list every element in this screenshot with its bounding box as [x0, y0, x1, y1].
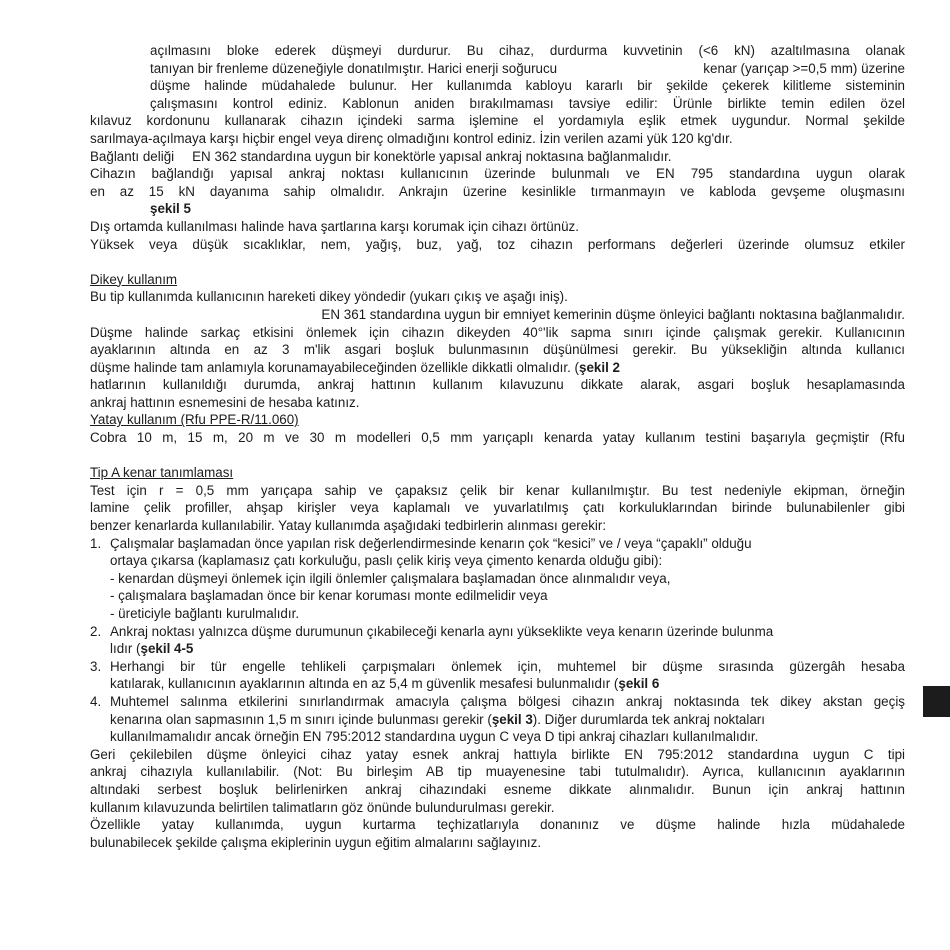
text-line: bulunabilecek şekilde çalışma ekiplerinin uygun eğitim almalarını sağlayınız. [90, 834, 542, 850]
text-line: en az 15 kN dayanıma sahip olmalıdır. Ankrajın üzerine kesinlikle tırmanmayın ve kabloda gevşeme oluşmasını [90, 183, 905, 199]
figure-reference: şekil 6 [618, 676, 660, 692]
text-line: ortaya çıkarsa (kaplamasız çatı korkuluğu, paslı çelik kiriş veya çimento kenarda olduğu gibi): [110, 553, 663, 569]
text-line: kullanılmamalıdır ancak örneğin EN 795:2012 standardına uygun C veya D tipi ankraj cihazları kullanılmalıdır. [110, 729, 759, 745]
text-line: açılmasını bloke ederek düşmeyi durdurur. Bu cihaz, durdurma kuvvetinin (<6 kN) azaltılmasına olanak [150, 43, 905, 58]
text-line [90, 359, 905, 377]
document-body [90, 42, 905, 851]
text-line: hatlarının kullanıldığı durumda, ankraj hattının kullanım kılavuzunu dikkate alarak, asgari boşluk hesaplamasında [90, 377, 905, 393]
figure-reference: şekil 3 [491, 711, 533, 727]
text-line: ankraj cihazıyla kullanılabilir. (Not: Bu birleşim AB tip muayenesine tabi tutulmalıdır). Ayrıca, kullanıcının ayaklarının [90, 764, 905, 780]
text-line: sarılmaya-açılmaya karşı hiçbir engel veya direnç olmadığını kontrol ediniz. İzin verilen azami yük 120 kg'dır. [90, 130, 733, 146]
text-line: Özellikle yatay kullanımda, uygun kurtarma teçhizatlarıyla donanınız ve düşme halinde hızla müdahalede [90, 817, 905, 833]
list-number: 3. [90, 658, 102, 674]
text-line: Test için r = 0,5 mm yarıçapa sahip ve çapaksız çelik bir kenar kullanılmıştır. Bu test nedeniyle ekipman, örneğin [90, 482, 905, 498]
text-fragment: tanıyan bir frenleme düzeneğiyle donatılmıştır. Harici enerji soğurucu [150, 60, 558, 76]
section-heading-horizontal: Yatay kullanım (Rfu PPE-R/11.060) [90, 412, 299, 428]
text-fragment: kenarına olan sapmasının 1,5 m sınırı içinde bulunması gerekir ( [110, 711, 492, 727]
list-item [90, 623, 905, 658]
text-line: Herhangi bir tür engelle tehlikeli çarpışmaları önlemek için, muhtemel bir düşme sırasında güzergâh hesaba [110, 658, 905, 674]
text-line [110, 711, 905, 729]
section-heading-vertical: Dikey kullanım [90, 271, 178, 287]
text-fragment: EN 362 standardına uygun bir konektörle yapısal ankraj noktasına bağlanmalıdır. [192, 148, 672, 164]
text-line: Düşme halinde sarkaç etkisini önlemek için cihazın dikeyden 40°'lik sapma sınırı içinde çalışmak gerekir. Kullanıcının [90, 324, 905, 340]
page-edge-tab [923, 686, 950, 717]
text-line: EN 361 standardına uygun bir emniyet kemerinin düşme önleyici bağlantı noktasına bağlanmalıdır. [321, 306, 905, 322]
section-heading-type-a: Tip A kenar tanımlaması [90, 465, 234, 481]
text-line: Geri çekilebilen düşme önleyici cihaz yatay esnek ankraj hattıyla birlikte EN 795:2012 standardına uygun C tipi [90, 746, 905, 762]
text-line: Cihazın bağlandığı yapısal ankraj noktası kullanıcının üzerinde bulunmalı ve EN 795 standardına uygun olarak [90, 166, 905, 182]
label-connection-hole: Bağlantı deliği [90, 148, 175, 164]
text-line: Cobra 10 m, 15 m, 20 m ve 30 m modelleri 0,5 mm yarıçaplı kenarda yatay kullanım testini başarıyla geçmiştir (Rfu [90, 430, 905, 446]
text-line: Muhtemel salınma etkilerini sınırlandırmak amacıyla çalışma bölgesi cihazın ankraj noktasında tek dikey akstan geçiş [110, 693, 905, 709]
text-line: lamine çelik profiller, ahşap kirişler veya kaplamalı ve yuvarlatılmış çatı korkuluklarından birinde bulunabilenler gibi [90, 500, 905, 516]
text-line [90, 148, 905, 166]
text-line: kılavuz kordonunu kullanarak cihazın içindeki sarma işlemine el yordamıyla eşlik etmek uygundur. Normal şekilde [90, 113, 905, 129]
text-line: çalışmasını kontrol ediniz. Kablonun aniden bırakılmaması tavsiye edilir: Ürünle birlikte temin edilen özel [150, 95, 905, 111]
sub-item: - kenardan düşmeyi önlemek için ilgili önlemler çalışmalara başlamadan önce alınmalıdır veya, [110, 570, 671, 586]
list-item [90, 693, 905, 746]
text-fragment: katılarak, kullanıcının ayaklarının altında en az 5,4 m güvenlik mesafesi bulunmalıdır ( [110, 676, 619, 692]
text-fragment: ). Diğer durumlarda tek ankraj noktaları [532, 711, 765, 727]
list-number: 2. [90, 623, 102, 639]
list-number: 1. [90, 535, 102, 551]
figure-reference: şekil 4-5 [140, 641, 194, 657]
text-fragment: kenar (yarıçap >=0,5 mm) üzerine [703, 60, 905, 76]
list-item [90, 535, 905, 623]
text-line: Dış ortamda kullanılması halinde hava şartlarına karşı korumak için cihazı örtünüz. [90, 218, 579, 234]
text-line: Yüksek veya düşük sıcaklıklar, nem, yağış, buz, yağ, toz cihazın performans değerleri üzerinde olumsuz etkiler [90, 236, 905, 252]
text-line [90, 60, 905, 78]
text-fragment: lıdır ( [110, 641, 141, 657]
text-line: Ankraj noktası yalnızca düşme durumunun çıkabileceği kenarla aynı yükseklikte veya kenarın üzerinde bulunma [110, 623, 774, 639]
sub-item: - çalışmalara başlamadan önce bir kenar koruması monte edilmelidir veya [110, 588, 548, 604]
text-line: ayaklarının altında en az 3 m'lik asgari boşluk bulunmasının düşünülmesi gerekir. Bu yüksekliğin altında kullanıcı [90, 342, 905, 358]
list-item [90, 658, 905, 693]
text-line: Bu tip kullanımda kullanıcının hareketi dikey yöndedir (yukarı çıkış ve aşağı iniş). [90, 289, 568, 305]
text-line: kullanım kılavuzunda belirtilen talimatların göz önünde bulundurulması gerekir. [90, 799, 555, 815]
text-line: Çalışmalar başlamadan önce yapılan risk değerlendirmesinde kenarın çok “kesici” ve / veya “çapaklı” olduğu [110, 535, 752, 551]
text-line: altındaki serbest boşluk belirlenirken ankraj cihazındaki esneme dikkate alınmalıdır. Bunun için ankraj hattının [90, 781, 905, 797]
text-line: benzer kenarlarda kullanılabilir. Yatay kullanımda aşağıdaki tedbirlerin alınması gerekir: [90, 518, 607, 534]
figure-reference: şekil 5 [150, 201, 191, 217]
figure-reference: şekil 2 [579, 359, 620, 375]
sub-item: - üreticiyle bağlantı kurulmalıdır. [110, 606, 300, 621]
text-line [110, 675, 905, 693]
text-line [110, 640, 905, 658]
text-fragment: düşme halinde tam anlamıyla korunamayabileceğinden özellikle dikkatli olmalıdır. ( [90, 359, 580, 375]
list-number: 4. [90, 693, 102, 709]
text-line: ankraj hattının esnemesini de hesaba katınız. [90, 394, 360, 410]
text-line: düşme halinde müdahalede bulunur. Her kullanımda kabloyu kararlı bir şekilde çekerek kilitleme sisteminin [150, 78, 905, 94]
